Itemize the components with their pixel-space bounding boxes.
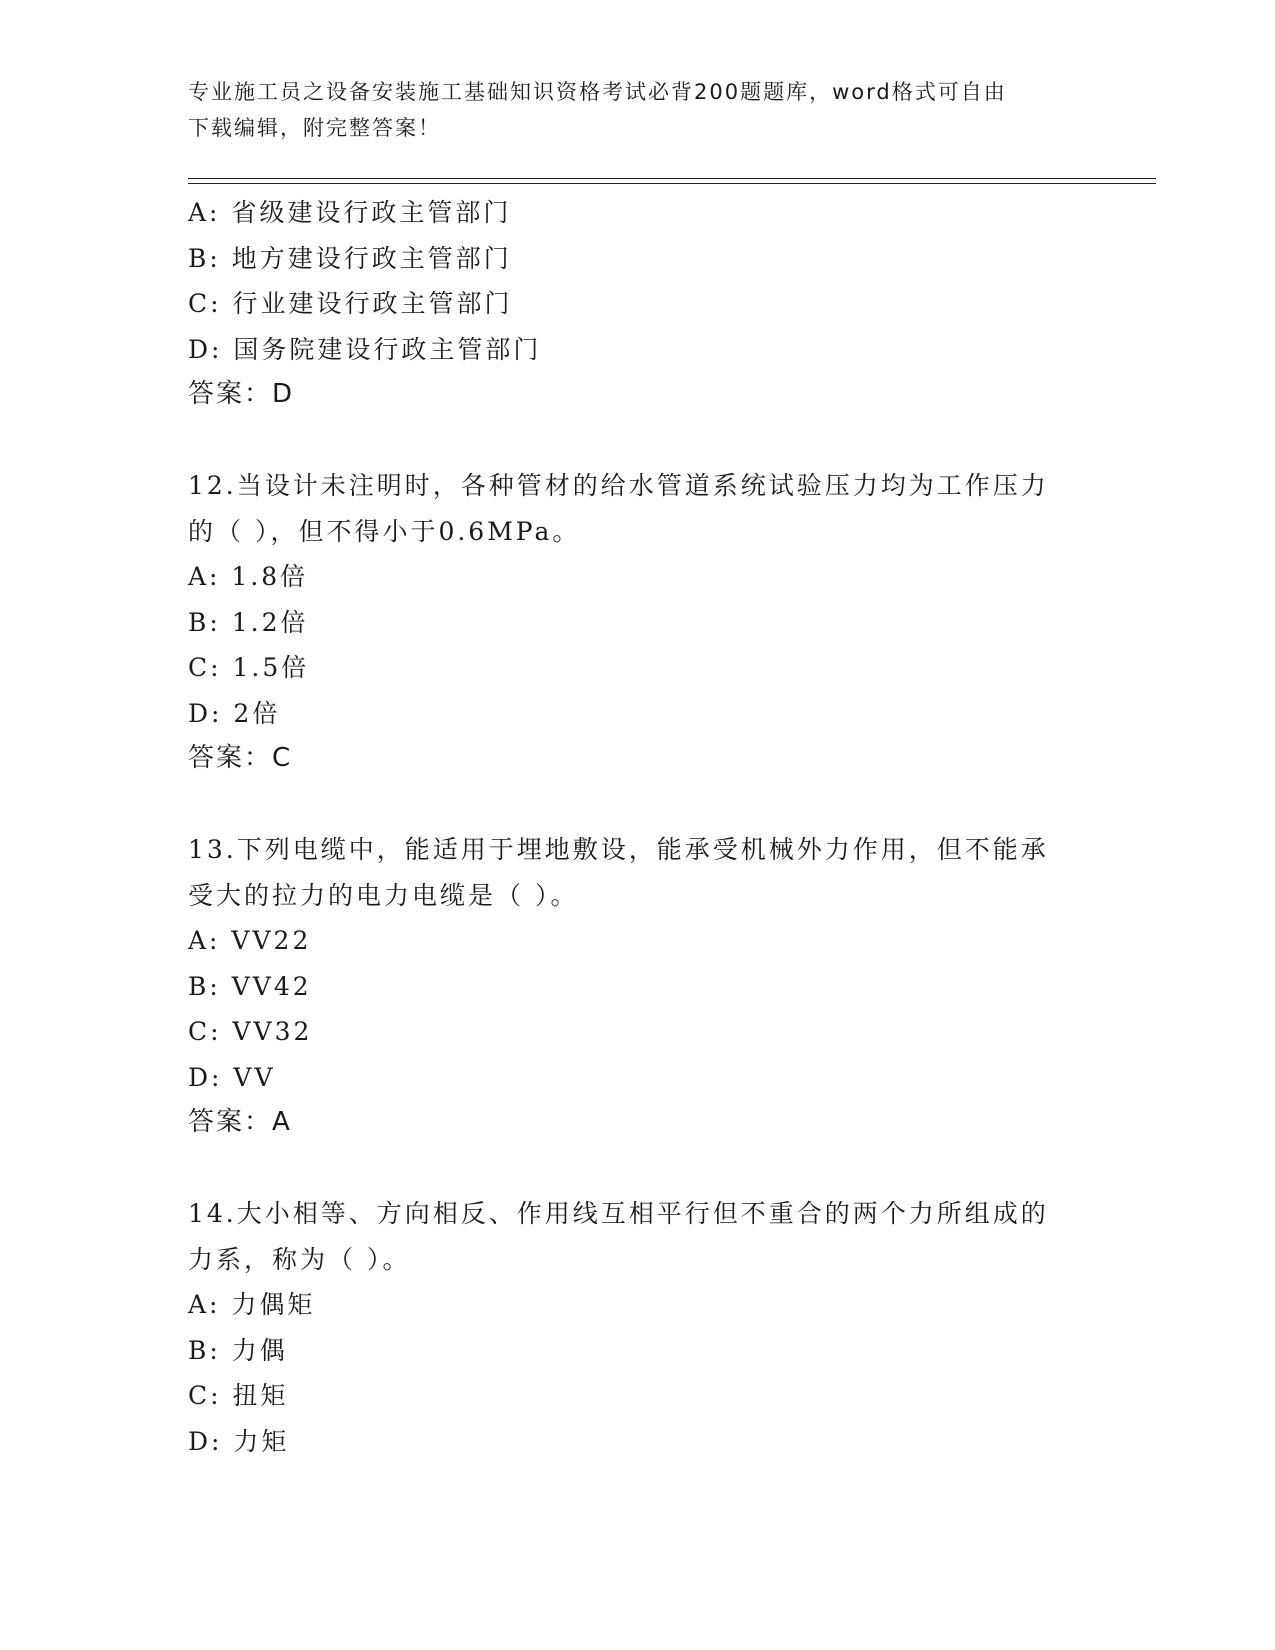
spacer xyxy=(188,782,1118,828)
header-title-line-2: 下载编辑，附完整答案！ xyxy=(188,116,441,140)
option-a: A: VV22 xyxy=(188,926,312,955)
option-a: A: 1.8倍 xyxy=(188,562,309,591)
option-b: B: 地方建设行政主管部门 xyxy=(188,243,512,273)
answer-line: 答案：A xyxy=(188,1107,292,1137)
question-stem-line-1: 12.当设计未注明时，各种管材的给水管道系统试验压力均为工作压力 xyxy=(188,471,1049,500)
question-14 xyxy=(188,1191,1118,1464)
header-double-rule xyxy=(188,178,1156,184)
option-a: A: 省级建设行政主管部门 xyxy=(188,198,512,227)
answer-line: 答案：C xyxy=(188,743,293,773)
header-title-line-1: 专业施工员之设备安装施工基础知识资格考试必背200题题库，word格式可自由 xyxy=(188,80,1007,104)
option-b: B: 1.2倍 xyxy=(188,607,309,637)
question-stem-line-2: 的（ ），但不得小于0.6MPa。 xyxy=(188,516,581,546)
option-c: C: VV32 xyxy=(188,1017,313,1046)
question-12 xyxy=(188,463,1118,782)
question-stem-line-2: 受大的拉力的电力电缆是（ ）。 xyxy=(188,880,579,910)
spacer xyxy=(188,1146,1118,1192)
option-d: D: 国务院建设行政主管部门 xyxy=(188,334,542,364)
question-stem-line-2: 力系，称为（ ）。 xyxy=(188,1244,411,1274)
option-a: A: 力偶矩 xyxy=(188,1290,316,1319)
option-c: C: 扭矩 xyxy=(188,1381,289,1410)
document-header xyxy=(188,74,1068,146)
question-list xyxy=(188,190,1118,1464)
spacer xyxy=(188,418,1118,464)
question-13 xyxy=(188,827,1118,1146)
option-c: C: 行业建设行政主管部门 xyxy=(188,289,513,318)
question-stem-line-1: 14.大小相等、方向相反、作用线互相平行但不重合的两个力所组成的 xyxy=(188,1199,1049,1228)
answer-line: 答案：D xyxy=(188,379,295,409)
option-b: B: 力偶 xyxy=(188,1335,288,1365)
question-stem-line-1: 13.下列电缆中，能适用于埋地敷设，能承受机械外力作用，但不能承 xyxy=(188,835,1049,864)
question-11 xyxy=(188,190,1118,418)
option-c: C: 1.5倍 xyxy=(188,653,310,682)
option-d: D: 2倍 xyxy=(188,698,281,728)
option-d: D: 力矩 xyxy=(188,1426,290,1456)
option-b: B: VV42 xyxy=(188,971,312,1001)
option-d: D: VV xyxy=(188,1062,276,1092)
